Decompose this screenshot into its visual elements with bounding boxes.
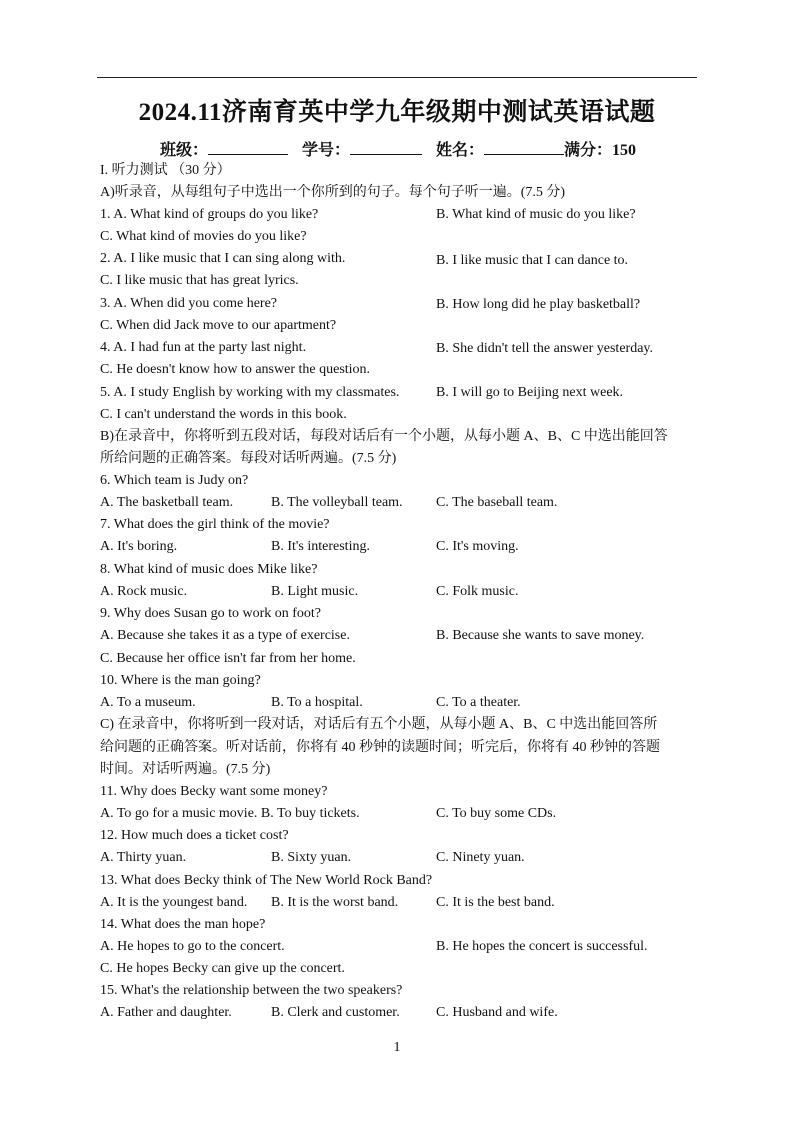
- q13-question: 13. What does Becky think of The New World Rock Band?: [100, 873, 433, 888]
- q14-option-a: A. He hopes to go to the concert.: [100, 939, 285, 954]
- student-info-row: [160, 137, 636, 160]
- q13-option-c: C. It is the best band.: [436, 895, 555, 910]
- q7-question: 7. What does the girl think of the movie?: [100, 517, 330, 532]
- q6-question: 6. Which team is Judy on?: [100, 473, 249, 488]
- student-id-label: 学号：: [302, 142, 351, 159]
- q5-option-b: B. I will go to Beijing next week.: [436, 385, 624, 400]
- q14-option-b: B. He hopes the concert is successful.: [436, 939, 648, 954]
- q2-option-b: B. I like music that I can dance to.: [436, 253, 629, 268]
- q15-option-a: A. Father and daughter.: [100, 1005, 232, 1020]
- q2-option-c: C. I like music that has great lyrics.: [100, 273, 299, 288]
- part-c-instruction-2: 给问题的正确答案。听对话前，你将有 40 秒钟的读题时间；听完后，你将有 40 秒钟的答题: [100, 740, 660, 755]
- top-rule: [97, 77, 697, 78]
- q7-option-c: C. It's moving.: [436, 539, 519, 554]
- q14-option-c: C. He hopes Becky can give up the concert.: [100, 961, 345, 976]
- q13-option-a: A. It is the youngest band.: [100, 895, 248, 910]
- name-blank: [484, 140, 564, 155]
- part-a-instruction: A)听录音，从每组句子中选出一个你所到的句子。每个句子听一遍。(7.5 分): [100, 185, 566, 200]
- q10-option-a: A. To a museum.: [100, 695, 196, 710]
- q13-option-b: B. It is the worst band.: [271, 895, 399, 910]
- q9-question: 9. Why does Susan go to work on foot?: [100, 606, 321, 621]
- q12-question: 12. How much does a ticket cost?: [100, 828, 289, 843]
- student-id-blank: [350, 140, 422, 155]
- q4-option-b: B. She didn't tell the answer yesterday.: [436, 341, 654, 356]
- q5-option-a: 5. A. I study English by working with my classmates.: [100, 385, 400, 400]
- q9-option-c: C. Because her office isn't far from her home.: [100, 651, 356, 666]
- q9-option-a: A. Because she takes it as a type of exercise.: [100, 628, 350, 643]
- q10-option-c: C. To a theater.: [436, 695, 521, 710]
- q15-question: 15. What's the relationship between the two speakers?: [100, 983, 403, 998]
- q6-option-b: B. The volleyball team.: [271, 495, 403, 510]
- name-label: 姓名：: [436, 142, 485, 159]
- part-b-instruction-1: B)在录音中，你将听到五段对话，每段对话后有一个小题，从每小题 A、B、C 中选出能回答: [100, 429, 668, 444]
- q8-option-c: C. Folk music.: [436, 584, 519, 599]
- q8-option-b: B. Light music.: [271, 584, 359, 599]
- q5-option-c: C. I can't understand the words in this book.: [100, 407, 347, 422]
- q12-option-a: A. Thirty yuan.: [100, 850, 187, 865]
- q6-option-c: C. The baseball team.: [436, 495, 558, 510]
- q10-question: 10. Where is the man going?: [100, 673, 261, 688]
- q7-option-a: A. It's boring.: [100, 539, 178, 554]
- q2-option-a: 2. A. I like music that I can sing along with.: [100, 251, 346, 266]
- q12-option-c: C. Ninety yuan.: [436, 850, 525, 865]
- full-score-label: 满分：150: [564, 142, 637, 159]
- q15-option-b: B. Clerk and customer.: [271, 1005, 400, 1020]
- q3-option-a: 3. A. When did you come here?: [100, 296, 278, 311]
- q4-option-a: 4. A. I had fun at the party last night.: [100, 340, 307, 355]
- q11-option-c: C. To buy some CDs.: [436, 806, 557, 821]
- part-c-instruction-3: 时间。对话听两遍。(7.5 分): [100, 762, 271, 777]
- q1-option-a: 1. A. What kind of groups do you like?: [100, 207, 319, 222]
- q15-option-c: C. Husband and wife.: [436, 1005, 558, 1020]
- q3-option-b: B. How long did he play basketball?: [436, 297, 641, 312]
- q9-option-b: B. Because she wants to save money.: [436, 628, 645, 643]
- q4-option-c: C. He doesn't know how to answer the question.: [100, 362, 371, 377]
- q1-option-b: B. What kind of music do you like?: [436, 207, 636, 222]
- q1-option-c: C. What kind of movies do you like?: [100, 229, 307, 244]
- q11-question: 11. Why does Becky want some money?: [100, 784, 328, 799]
- q14-question: 14. What does the man hope?: [100, 917, 266, 932]
- page-number: 1: [393, 1040, 401, 1055]
- q10-option-b: B. To a hospital.: [271, 695, 363, 710]
- q11-options-ab: A. To go for a music movie. B. To buy tickets.: [100, 806, 360, 821]
- part-c-instruction-1: C) 在录音中，你将听到一段对话，对话后有五个小题，从每小题 A、B、C 中选出能回答所: [100, 717, 658, 732]
- class-label: 班级：: [160, 142, 209, 159]
- q8-question: 8. What kind of music does Mike like?: [100, 562, 318, 577]
- q6-option-a: A. The basketball team.: [100, 495, 234, 510]
- q8-option-a: A. Rock music.: [100, 584, 188, 599]
- exam-title: 2024.11济南育英中学九年级期中测试英语试题: [138, 99, 656, 126]
- q12-option-b: B. Sixty yuan.: [271, 850, 352, 865]
- section-heading: I. 听力测试 （30 分）: [100, 163, 231, 178]
- class-blank: [208, 140, 288, 155]
- part-b-instruction-2: 所给问题的正确答案。每段对话听两遍。(7.5 分): [100, 451, 397, 466]
- q7-option-b: B. It's interesting.: [271, 539, 370, 554]
- q3-option-c: C. When did Jack move to our apartment?: [100, 318, 337, 333]
